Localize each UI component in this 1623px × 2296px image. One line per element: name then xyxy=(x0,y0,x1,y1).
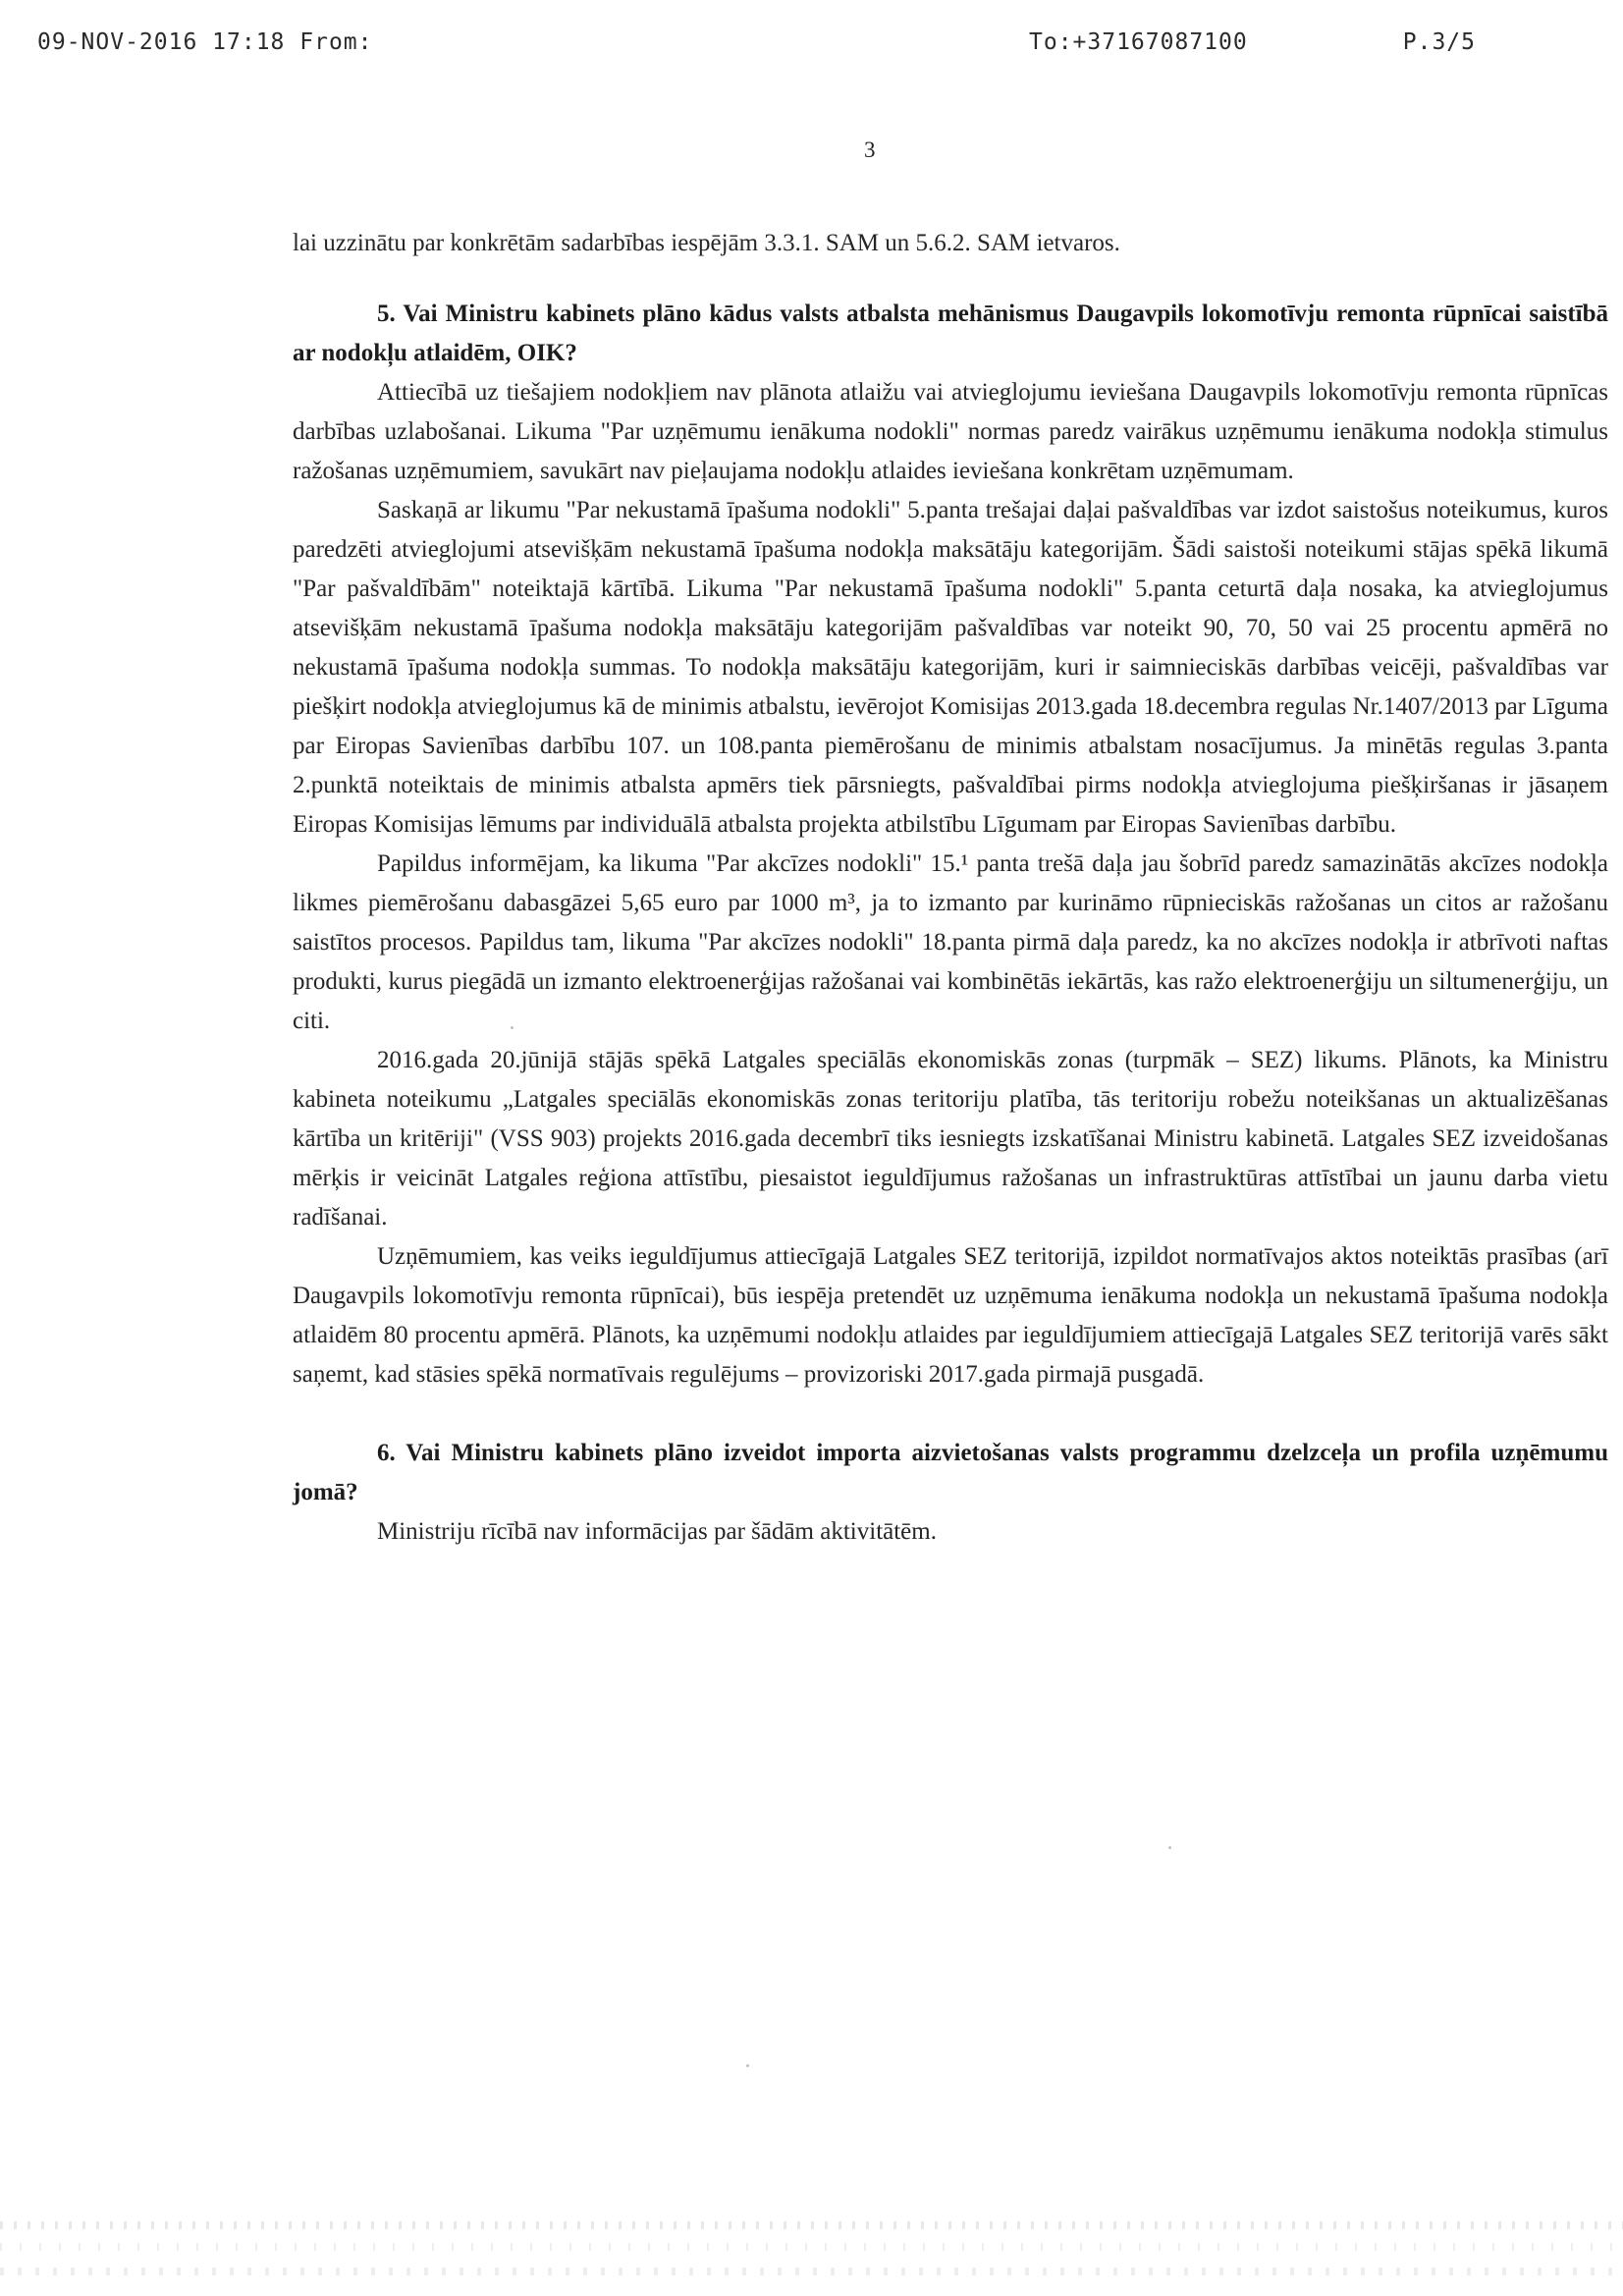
scan-noise-band xyxy=(0,2221,1623,2229)
answer-paragraph-4: 2016.gada 20.jūnijā stājās spēkā Latgales speciālās ekonomiskās zonas (turpmāk – SEZ) likums. Plānots, ka Ministru kabineta noteikumu „Latgales speciālās ekonomiskās zonas teritoriju platība, tās teritoriju robežu noteikšanas un aktualizēšanas kārtība un kritēriji" (VSS 903) projekts 2016.gada decembrī tiks iesniegts izskatīšanai Ministru kabinetā. Latgales SEZ izveidošanas mērķis ir veicināt Latgales reģiona attīstību, piesaistot ieguldījumus ražošanas un infrastruktūras attīstībai un jaunu darba vietu radīšanai. xyxy=(293,1047,1608,1230)
answer-paragraph-1: Attiecībā uz tiešajiem nodokļiem nav plānota atlaižu vai atvieglojumu ieviešana Daugavpils lokomotīvju remonta rūpnīcas darbības uzlabošanai. Likuma "Par uzņēmumu ienākuma nodokli" normas paredz vairākus uzņēmumu ienākuma nodokļa stimulus ražošanas uzņēmumiem, savukārt nav pieļaujama nodokļu atlaides ieviešana konkrētam uzņēmumam. xyxy=(293,379,1608,484)
scan-noise-band xyxy=(0,2268,1623,2275)
answer-paragraph-5: Uzņēmumiem, kas veiks ieguldījumus attiecīgajā Latgales SEZ teritorijā, izpildot normatīvajos aktos noteiktās prasības (arī Daugavpils lokomotīvju remonta rūpnīcai), būs iespēja pretendēt uz uzņēmuma ienākuma nodokļa un nekustamā īpašuma nodokļa atlaidēm 80 procentu apmērā. Plānots, ka uzņēmumi nodokļu atlaides par ieguldījumiem attiecīgajā Latgales SEZ teritorijā varēs sākt saņemt, kad stāsies spēkā normatīvais regulējums – provizoriski 2017.gada pirmajā pusgadā. xyxy=(293,1243,1608,1388)
document-body xyxy=(293,224,1608,1552)
fax-page-indicator: P.3/5 xyxy=(1402,29,1476,55)
fax-recipient-line: To:+37167087100 xyxy=(1029,29,1248,55)
answer-paragraph-3: Papildus informējam, ka likuma "Par akcīzes nodokli" 15.¹ panta trešā daļa jau šobrīd paredz samazinātās akcīzes nodokļa likmes piemērošanu dabasgāzei 5,65 euro par 1000 m³, ja to izmanto par kurināmo rūpnieciskās ražošanas un citos ar ražošanu saistītos procesos. Papildus tam, likuma "Par akcīzes nodokli" 18.panta pirmā daļa paredz, ka no akcīzes nodokļa ir atbrīvoti naftas produkti, kurus piegādā un izmanto elektroenerģijas ražošanai vai kombinētās iekārtās, kas ražo elektroenerģiju un siltumenerģiju, un citi. xyxy=(293,850,1608,1034)
fax-sender-line: 09-NOV-2016 17:18 From: xyxy=(37,29,373,55)
fax-header xyxy=(0,29,1623,61)
page-number: 3 xyxy=(864,137,876,162)
scan-speck xyxy=(746,2064,749,2067)
question-6: 6. Vai Ministru kabinets plāno izveidot importa aizvietošanas valsts programmu dzelzceļa un profila uzņēmumu jomā? xyxy=(293,1440,1608,1505)
scan-speck xyxy=(511,1026,514,1029)
answer-paragraph-6: Ministriju rīcībā nav informācijas par šādām aktivitātēm. xyxy=(377,1518,937,1545)
intro-paragraph: lai uzzinātu par konkrētām sadarbības iespējām 3.3.1. SAM un 5.6.2. SAM ietvaros. xyxy=(293,230,1120,256)
scan-speck xyxy=(1168,1846,1171,1849)
scan-noise-band xyxy=(0,2243,1623,2251)
answer-paragraph-2: Saskaņā ar likumu "Par nekustamā īpašuma nodokli" 5.panta trešajai daļai pašvaldības var izdot saistošus noteikumus, kuros paredzēti atvieglojumi atsevišķām nekustamā īpašuma nodokļa maksātāju kategorijām. Šādi saistoši noteikumi stājas spēkā likumā "Par pašvaldībām" noteiktajā kārtībā. Likuma "Par nekustamā īpašuma nodokli" 5.panta ceturtā daļa nosaka, ka atvieglojumus atsevišķām nekustamā īpašuma nodokļa maksātāju kategorijām pašvaldības var noteikt 90, 70, 50 vai 25 procentu apmērā no nekustamā īpašuma nodokļa summas. To nodokļa maksātāju kategorijām, kuri ir saimnieciskās darbības veicēji, pašvaldības var piešķirt nodokļa atvieglojumus kā de minimis atbalstu, ievērojot Komisijas 2013.gada 18.decembra regulas Nr.1407/2013 par Līguma par Eiropas Savienības darbību 107. un 108.panta piemērošanu de minimis atbalstam nosacījumus. Ja minētās regulas 3.panta 2.punktā noteiktais de minimis atbalsta apmērs tiek pārsniegts, pašvaldībai pirms nodokļa atvieglojuma piešķiršanas ir jāsaņem Eiropas Komisijas lēmums par individuālā atbalsta projekta atbilstību Līgumam par Eiropas Savienības darbību. xyxy=(293,497,1609,838)
question-5: 5. Vai Ministru kabinets plāno kādus valsts atbalsta mehānismus Daugavpils lokomotīvju remonta rūpnīcai saistībā ar nodokļu atlaidēm, OIK? xyxy=(293,301,1608,366)
